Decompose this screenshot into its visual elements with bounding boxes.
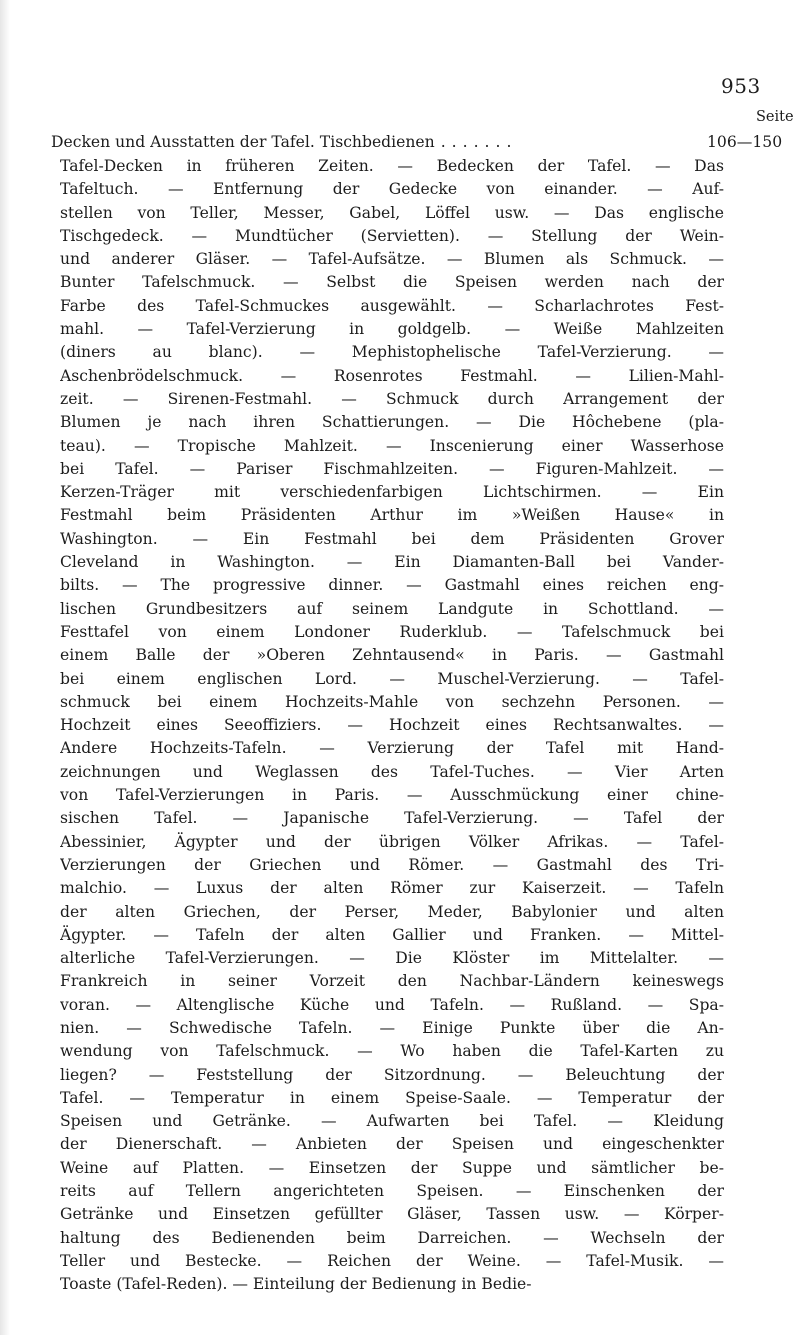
text-line: Washington. — Ein Festmahl bei dem Präsidenten Grover: [60, 529, 724, 548]
text-line: reits auf Tellern angerichteten Speisen. — Einschenken der: [60, 1182, 724, 1201]
text-line: alterliche Tafel-Verzierungen. — Die Klöster im Mittelalter. —: [60, 949, 724, 968]
text-line: zeichnungen und Weglassen des Tafel-Tuches. — Vier Arten: [60, 762, 724, 781]
text-line: mahl. — Tafel-Verzierung in goldgelb. — Weiße Mahlzeiten: [60, 320, 724, 339]
text-line: Hochzeit eines Seeoffiziers. — Hochzeit eines Rechtsanwaltes. —: [60, 716, 724, 735]
page-number: 953: [721, 74, 761, 98]
text-line: Ägypter. — Tafeln der alten Gallier und Franken. — Mittel-: [60, 925, 724, 944]
text-line: voran. — Altenglische Küche und Tafeln. — Rußland. — Spa-: [60, 995, 724, 1014]
text-line: Tafeltuch. — Entfernung der Gedecke von einander. — Auf-: [60, 180, 724, 199]
text-line: Speisen und Getränke. — Aufwarten bei Tafel. — Kleidung: [60, 1112, 724, 1131]
text-line: nien. — Schwedische Tafeln. — Einige Punkte über die An-: [60, 1018, 724, 1037]
toc-entry-page-range: 106—150: [707, 133, 783, 151]
page-column-label: Seite: [756, 109, 794, 125]
text-line: Bunter Tafelschmuck. — Selbst die Speisen werden nach der: [60, 273, 724, 292]
text-line: Toaste (Tafel-Reden). — Einteilung der Bedienung in Bedie-: [60, 1275, 532, 1294]
text-line: malchio. — Luxus der alten Römer zur Kaiserzeit. — Tafeln: [60, 879, 724, 898]
text-line: Cleveland in Washington. — Ein Diamanten-Ball bei Vander-: [60, 553, 724, 572]
toc-entry-title: Decken und Ausstatten der Tafel. Tischbedienen: [51, 133, 435, 151]
text-line: Tischgedeck. — Mundtücher (Servietten). — Stellung der Wein-: [60, 226, 724, 245]
text-line: einem Balle der »Oberen Zehntausend« in Paris. — Gastmahl: [60, 646, 724, 665]
text-line: der Dienerschaft. — Anbieten der Speisen und eingeschenkter: [60, 1135, 724, 1154]
toc-entry-description: [60, 155, 724, 1297]
text-line: liegen? — Feststellung der Sitzordnung. — Beleuchtung der: [60, 1065, 724, 1084]
text-line: sischen Tafel. — Japanische Tafel-Verzierung. — Tafel der: [60, 809, 724, 828]
text-line: stellen von Teller, Messer, Gabel, Löffel usw. — Das englische: [60, 203, 724, 222]
text-line: Teller und Bestecke. — Reichen der Weine. — Tafel-Musik. —: [60, 1251, 724, 1270]
text-line: Farbe des Tafel-Schmuckes ausgewählt. — Scharlachrotes Fest-: [60, 296, 724, 315]
text-line: Abessinier, Ägypter und der übrigen Völker Afrikas. — Tafel-: [60, 832, 724, 851]
text-line: zeit. — Sirenen-Festmahl. — Schmuck durch Arrangement der: [60, 389, 724, 408]
text-line: Andere Hochzeits-Tafeln. — Verzierung der Tafel mit Hand-: [60, 739, 724, 758]
text-line: und anderer Gläser. — Tafel-Aufsätze. — Blumen als Schmuck. —: [60, 250, 724, 269]
page-gutter-shadow: [0, 0, 10, 1335]
text-line: Kerzen-Träger mit verschiedenfarbigen Lichtschirmen. — Ein: [60, 483, 724, 502]
text-line: (diners au blanc). — Mephistophelische Tafel-Verzierung. —: [60, 343, 724, 362]
text-line: Blumen je nach ihren Schattierungen. — Die Hôchebene (pla-: [60, 413, 724, 432]
toc-leader-dots: .......: [440, 133, 518, 151]
text-line: Festtafel von einem Londoner Ruderklub. — Tafelschmuck bei: [60, 622, 724, 641]
text-line: Verzierungen der Griechen und Römer. — Gastmahl des Tri-: [60, 855, 724, 874]
text-line: Getränke und Einsetzen gefüllter Gläser, Tassen usw. — Körper-: [60, 1205, 724, 1224]
text-line: von Tafel-Verzierungen in Paris. — Ausschmückung einer chine-: [60, 786, 724, 805]
text-line: bilts. — The progressive dinner. — Gastmahl eines reichen eng-: [60, 576, 724, 595]
text-line: Weine auf Platten. — Einsetzen der Suppe und sämtlicher be-: [60, 1158, 724, 1177]
text-line: teau). — Tropische Mahlzeit. — Inscenierung einer Wasserhose: [60, 436, 724, 455]
text-line: Frankreich in seiner Vorzeit den Nachbar-Ländern keineswegs: [60, 972, 724, 991]
text-line: wendung von Tafelschmuck. — Wo haben die Tafel-Karten zu: [60, 1042, 724, 1061]
text-line: Tafel-Decken in früheren Zeiten. — Bedecken der Tafel. — Das: [60, 157, 724, 175]
text-line: bei Tafel. — Pariser Fischmahlzeiten. — Figuren-Mahlzeit. —: [60, 459, 724, 478]
text-line: Tafel. — Temperatur in einem Speise-Saale. — Temperatur der: [60, 1088, 724, 1107]
text-line: bei einem englischen Lord. — Muschel-Verzierung. — Tafel-: [60, 669, 724, 688]
text-line: lischen Grundbesitzers auf seinem Landgute in Schottland. —: [60, 599, 724, 618]
text-line: schmuck bei einem Hochzeits-Mahle von sechzehn Personen. —: [60, 692, 724, 711]
text-line: Festmahl beim Präsidenten Arthur im »Weißen Hause« in: [60, 506, 724, 525]
text-line: der alten Griechen, der Perser, Meder, Babylonier und alten: [60, 902, 724, 921]
text-line: haltung des Bedienenden beim Darreichen. — Wechseln der: [60, 1228, 724, 1247]
text-line: Aschenbrödelschmuck. — Rosenrotes Festmahl. — Lilien-Mahl-: [60, 366, 724, 385]
toc-entry-heading: [51, 133, 791, 151]
